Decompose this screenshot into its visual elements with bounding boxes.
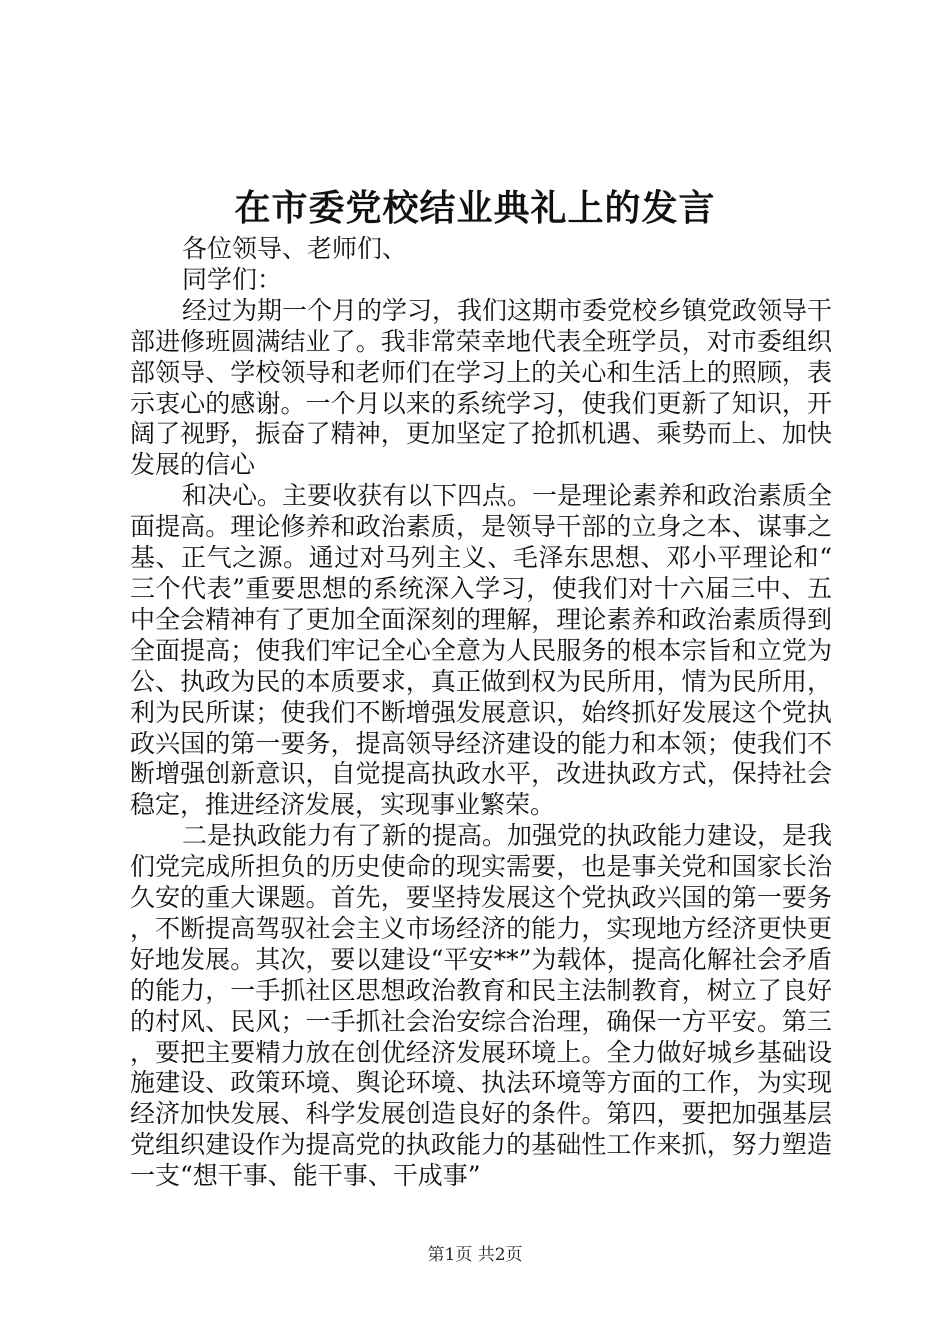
speech-body	[130, 234, 832, 1192]
salutation-line-1: 各位领导、老师们、	[182, 234, 408, 263]
salutation-line-2: 同学们：	[182, 264, 283, 294]
paragraph-3: 二是执政能力有了新的提高。加强党的执政能力建设，是我们党完成所担负的历史使命的现实需要，也是事关党和国家长治久安的重大课题。首先，要坚持发展这个党执政兴国的第一要务，不断提高驾驭社会主义市场经济的能力，实现地方经济更快更好地发展。其次，要以建设“平安**”为载体，提高化解社会矛盾的能力，一手抓社区思想政治教育和民主法制教育，树立了良好的村风、民风；一手抓社会治安综合治理，确保一方平安。第三，要把主要精力放在创优经济发展环境上。全力做好城乡基础设施建设、政策环境、舆论环境、执法环境等方面的工作，为实现经济加快发展、科学发展创造良好的条件。第四，要把加强基层党组织建设作为提高党的执政能力的基础性工作来抓，努力塑造一支“想干事、能干事、干成事”	[130, 821, 833, 1191]
paragraph-2: 和决心。主要收获有以下四点。一是理论素养和政治素质全面提高。理论修养和政治素质，是领导干部的立身之本、谋事之基、正气之源。通过对马列主义、毛泽东思想、邓小平理论和“三个代表”重要思想的系统深入学习，使我们对十六届三中、五中全会精神有了更加全面深刻的理解，理论素养和政治素质得到全面提高；使我们牢记全心全意为人民服务的根本宗旨和立党为公、执政为民的本质要求，真正做到权为民所用，情为民所用，利为民所谋；使我们不断增强发展意识，始终抓好发展这个党执政兴国的第一要务，提高领导经济建设的能力和本领；使我们不断增强创新意识，自觉提高执政水平，改进执政方式，保持社会稳定，推进经济发展，实现事业繁荣。	[130, 481, 833, 820]
page-title: 在市委党校结业典礼上的发言	[234, 187, 716, 229]
paragraph-1: 经过为期一个月的学习，我们这期市委党校乡镇党政领导干部进修班圆满结业了。我非常荣幸地代表全班学员，对市委组织部领导、学校领导和老师们在学习上的关心和生活上的照顾，表示衷心的感谢。一个月以来的系统学习，使我们更新了知识，开阔了视野，振奋了精神，更加坚定了抢抓机遇、乘势而上、加快发展的信心	[130, 295, 833, 480]
page-number-footer: 第1页 共2页	[427, 1245, 523, 1265]
